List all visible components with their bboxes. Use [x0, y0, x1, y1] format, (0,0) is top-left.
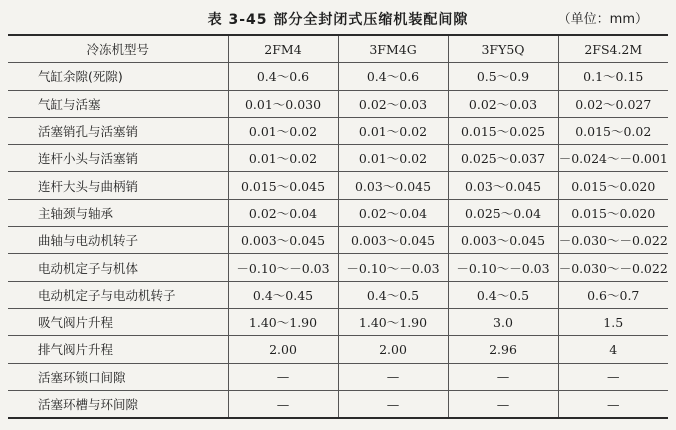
value-cell: 0.6～0.7 — [558, 281, 668, 308]
value-cell: 0.015～0.020 — [558, 199, 668, 226]
value-cell: 0.01～0.02 — [338, 117, 448, 144]
table-row — [8, 308, 668, 335]
table-caption — [8, 6, 668, 34]
value-cell: 0.01～0.030 — [228, 90, 338, 117]
value-cell: 0.4～0.5 — [448, 281, 558, 308]
table-row — [8, 390, 668, 418]
value-cell: 2.00 — [228, 336, 338, 363]
table-row — [8, 227, 668, 254]
value-cell: 0.015～0.025 — [448, 117, 558, 144]
value-cell: 0.4～0.6 — [338, 63, 448, 90]
value-cell: — — [448, 390, 558, 418]
value-cell: 0.003～0.045 — [338, 227, 448, 254]
value-cell: 0.003～0.045 — [228, 227, 338, 254]
value-cell: 0.4～0.45 — [228, 281, 338, 308]
value-cell: 2.96 — [448, 336, 558, 363]
table-row — [8, 172, 668, 199]
row-label: 活塞环锁口间隙 — [8, 363, 228, 390]
table-row — [8, 254, 668, 281]
value-cell: －0.024～－0.001 — [558, 145, 668, 172]
value-cell: — — [558, 363, 668, 390]
value-cell: －0.10～－0.03 — [338, 254, 448, 281]
row-label: 曲轴与电动机转子 — [8, 227, 228, 254]
header-cell-2fs42m: 2FS4.2M — [558, 35, 668, 63]
value-cell: －0.030～－0.022 — [558, 254, 668, 281]
value-cell: 0.03～0.045 — [448, 172, 558, 199]
value-cell: 1.5 — [558, 308, 668, 335]
row-label: 气缸与活塞 — [8, 90, 228, 117]
table-row — [8, 199, 668, 226]
value-cell: 0.5～0.9 — [448, 63, 558, 90]
value-cell: 0.02～0.03 — [338, 90, 448, 117]
row-label: 电动机定子与机体 — [8, 254, 228, 281]
value-cell: 0.025～0.04 — [448, 199, 558, 226]
table-row — [8, 363, 668, 390]
value-cell: －0.030～－0.022 — [558, 227, 668, 254]
row-label: 连杆小头与活塞销 — [8, 145, 228, 172]
value-cell: 4 — [558, 336, 668, 363]
value-cell: 0.02～0.027 — [558, 90, 668, 117]
row-label: 排气阀片升程 — [8, 336, 228, 363]
value-cell: 0.015～0.020 — [558, 172, 668, 199]
header-cell-2fm4: 2FM4 — [228, 35, 338, 63]
value-cell: — — [558, 390, 668, 418]
value-cell: 0.015～0.02 — [558, 117, 668, 144]
table-row — [8, 63, 668, 90]
value-cell: 3.0 — [448, 308, 558, 335]
table-row — [8, 145, 668, 172]
row-label: 主轴颈与轴承 — [8, 199, 228, 226]
table-row — [8, 281, 668, 308]
value-cell: 0.4～0.5 — [338, 281, 448, 308]
value-cell: 0.03～0.045 — [338, 172, 448, 199]
value-cell: 0.02～0.04 — [338, 199, 448, 226]
value-cell: — — [338, 390, 448, 418]
value-cell: 0.015～0.045 — [228, 172, 338, 199]
value-cell: 0.4～0.6 — [228, 63, 338, 90]
row-label: 活塞销孔与活塞销 — [8, 117, 228, 144]
clearance-table — [8, 34, 668, 419]
value-cell: — — [338, 363, 448, 390]
value-cell: 0.02～0.04 — [228, 199, 338, 226]
table-row — [8, 336, 668, 363]
row-label: 吸气阀片升程 — [8, 308, 228, 335]
table-title: 表 3-45 部分全封闭式压缩机装配间隙 — [207, 12, 469, 28]
row-label: 连杆大头与曲柄销 — [8, 172, 228, 199]
value-cell: 0.025～0.037 — [448, 145, 558, 172]
header-cell-3fy5q: 3FY5Q — [448, 35, 558, 63]
value-cell: 0.02～0.03 — [448, 90, 558, 117]
table-row — [8, 90, 668, 117]
value-cell: 1.40～1.90 — [338, 308, 448, 335]
value-cell: －0.10～－0.03 — [228, 254, 338, 281]
row-label: 气缸余隙(死隙) — [8, 63, 228, 90]
header-cell-3fm4g: 3FM4G — [338, 35, 448, 63]
value-cell: 1.40～1.90 — [228, 308, 338, 335]
value-cell: — — [448, 363, 558, 390]
value-cell: 0.1～0.15 — [558, 63, 668, 90]
value-cell: 0.003～0.045 — [448, 227, 558, 254]
unit-label: （单位：mm） — [557, 12, 648, 27]
table-body — [8, 63, 668, 418]
value-cell: 0.01～0.02 — [228, 145, 338, 172]
value-cell: — — [228, 363, 338, 390]
value-cell: 0.01～0.02 — [228, 117, 338, 144]
value-cell: — — [228, 390, 338, 418]
value-cell: 0.01～0.02 — [338, 145, 448, 172]
header-row — [8, 35, 668, 63]
table-row — [8, 117, 668, 144]
header-cell-model: 冷冻机型号 — [8, 35, 228, 63]
value-cell: 2.00 — [338, 336, 448, 363]
value-cell: －0.10～－0.03 — [448, 254, 558, 281]
row-label: 电动机定子与电动机转子 — [8, 281, 228, 308]
row-label: 活塞环槽与环间隙 — [8, 390, 228, 418]
